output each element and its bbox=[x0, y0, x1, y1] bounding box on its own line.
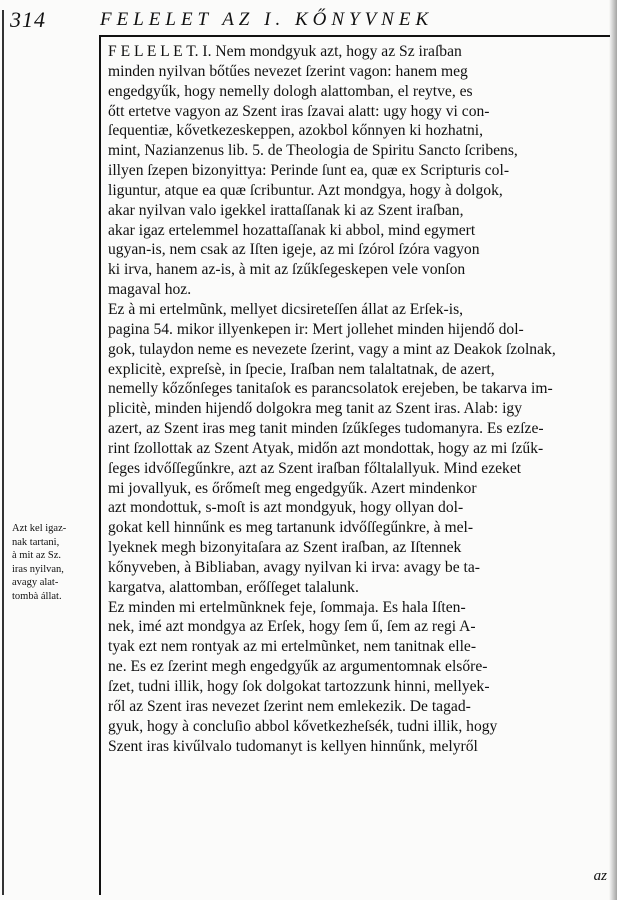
text-line: tyak ezt nem rontyak az mi ertelmũnket, nem tanitnak elle- bbox=[108, 638, 477, 656]
text-line: nemelly kőzőnſeges tanitaſok es parancsolatok erejeben, be takarva im- bbox=[108, 380, 553, 398]
body-text bbox=[108, 42, 608, 756]
text-line: ſequentiæ, kővetkezeskeppen, azokbol kőnnyen ki hozhatni, bbox=[108, 122, 484, 140]
text-line: explicitè, expreſsè, in ſpecie, Iraſban nem talaltatnak, de azert, bbox=[108, 360, 495, 378]
text-line: lyeknek megh bizonyitaſara az Szent iraſban, az Iſtennek bbox=[108, 539, 462, 557]
text-line: Ez minden mi ertelmũnknek feje, ſommaja. Es hala Iſten- bbox=[108, 598, 466, 616]
text-line: gok, tulaydon neme es nevezete ſzerint, vagy a mint az Deakok ſzolnak, bbox=[108, 340, 556, 358]
text-line: kőnyveben, à Bibliaban, avagy nyilvan ki irva: avagy be ta- bbox=[108, 558, 480, 576]
page-header bbox=[10, 6, 608, 34]
text-line: Ez à mi ertelmũnk, mellyet dicsireteſſen állat az Erſek-is, bbox=[108, 300, 464, 318]
margin-note-line: Azt kel igaz- bbox=[12, 523, 67, 534]
text-line: ről az Szent iras nevezet ſzerint nem emlekezik. De tagad- bbox=[108, 697, 471, 715]
margin-note bbox=[12, 522, 98, 603]
text-line: Szent iras kivűlvalo tudomanyt is kellyen hinnűnk, melyről bbox=[108, 737, 478, 755]
text-line: azt mondottuk, s-moſt is azt mondgyuk, hogy ollyan dol- bbox=[108, 499, 464, 517]
text-line: gokat kell hinnűnk es meg tartanunk idvőſſegűnkre, à mel- bbox=[108, 519, 474, 537]
text-line: engedgyűk, hogy nemelly dologh alattomban, el reytve, es bbox=[108, 82, 473, 100]
text-line: illyen ſzepen bizonyittya: Perinde ſunt ea, quæ ex Scripturis col- bbox=[108, 162, 510, 180]
text-line: F E L E L E T. I. Nem mondgyuk azt, hogy az Sz iraſban bbox=[108, 43, 462, 60]
margin-note-line: nak tartani, bbox=[12, 536, 60, 548]
text-line: azert, az Szent iras meg tanit minden ſzűkſeges tudomanyra. Es ezſze- bbox=[108, 420, 544, 438]
margin-note-line: tombà állat. bbox=[12, 590, 62, 602]
text-line: ugyan-is, nem csak az Iſten igeje, az mi ſzórol ſzóra vagyon bbox=[108, 241, 480, 259]
page-edge-shadow bbox=[609, 0, 617, 900]
text-line: mint, Nazianzenus lib. 5. de Theologia de Spiritu Sancto ſcribens, bbox=[108, 142, 518, 160]
header-rule bbox=[100, 35, 610, 37]
text-line: ne. Es ez ſzerint megh engedgyűk az argumentomnak elsőre- bbox=[108, 658, 488, 676]
text-line: ſzet, tudni illik, hogy ſok dolgokat tartozzunk hinni, mellyek- bbox=[108, 678, 490, 695]
text-line: őtt ertetve vagyon az Szent iras ſzavai alatt: ugy hogy vi con- bbox=[108, 102, 490, 120]
margin-note-line: à mit az Sz. bbox=[12, 550, 61, 561]
running-title: FELELET AZ I. KŐNYVNEK bbox=[100, 9, 434, 30]
margin-note-line: avagy alat- bbox=[12, 577, 59, 588]
text-line: minden nyilvan bőtűes nevezet ſzerint vagon: hanem meg bbox=[108, 62, 468, 80]
text-line: ki irva, hanem az-is, à mit az ſzűkſegeskepen vele vonſon bbox=[108, 261, 466, 279]
margin-rule bbox=[99, 35, 101, 895]
text-line: pagina 54. mikor illyenkepen ir: Mert jollehet minden hijendő dol- bbox=[108, 320, 524, 338]
text-line: magaval hoz. bbox=[108, 281, 192, 299]
text-line: plicitè, minden hijendő dolgokra meg tanit az Szent iras. Alab: igy bbox=[108, 400, 523, 418]
page-edge-rule bbox=[2, 10, 4, 895]
text-line: rint ſzollottak az Szent Atyak, midőn azt mondottak, hogy az mi ſzűk- bbox=[108, 439, 544, 457]
text-line: ſeges idvőſſegűnkre, azt az Szent iraſban főltalallyuk. Mind ezeket bbox=[108, 459, 522, 477]
catchword: az bbox=[593, 868, 607, 884]
text-line: liguntur, atque ea quæ ſcribuntur. Azt mondgya, hogy à dolgok, bbox=[108, 181, 503, 199]
page-number: 314 bbox=[10, 7, 46, 32]
text-line: nek, imé azt mondgya az Erſek, hogy ſem ű, ſem az regi A- bbox=[108, 618, 476, 636]
text-line: mi jovallyuk, es őrőmeſt meg engedgyűk. Azert mindenkor bbox=[108, 479, 477, 497]
text-line: akar igaz ertelemmel hozattaſſanak ki abbol, mind egymert bbox=[108, 221, 476, 239]
text-line: kargatva, alattomban, erőſſeget talalunk. bbox=[108, 578, 359, 596]
margin-note-line: iras nyilvan, bbox=[12, 563, 64, 575]
text-line: akar nyilvan valo igekkel irattaſſanak ki az Szent iraſban, bbox=[108, 201, 464, 219]
text-line: gyuk, hogy à concluſio abbol kővetkezheſsék, tudni illik, hogy bbox=[108, 717, 498, 735]
